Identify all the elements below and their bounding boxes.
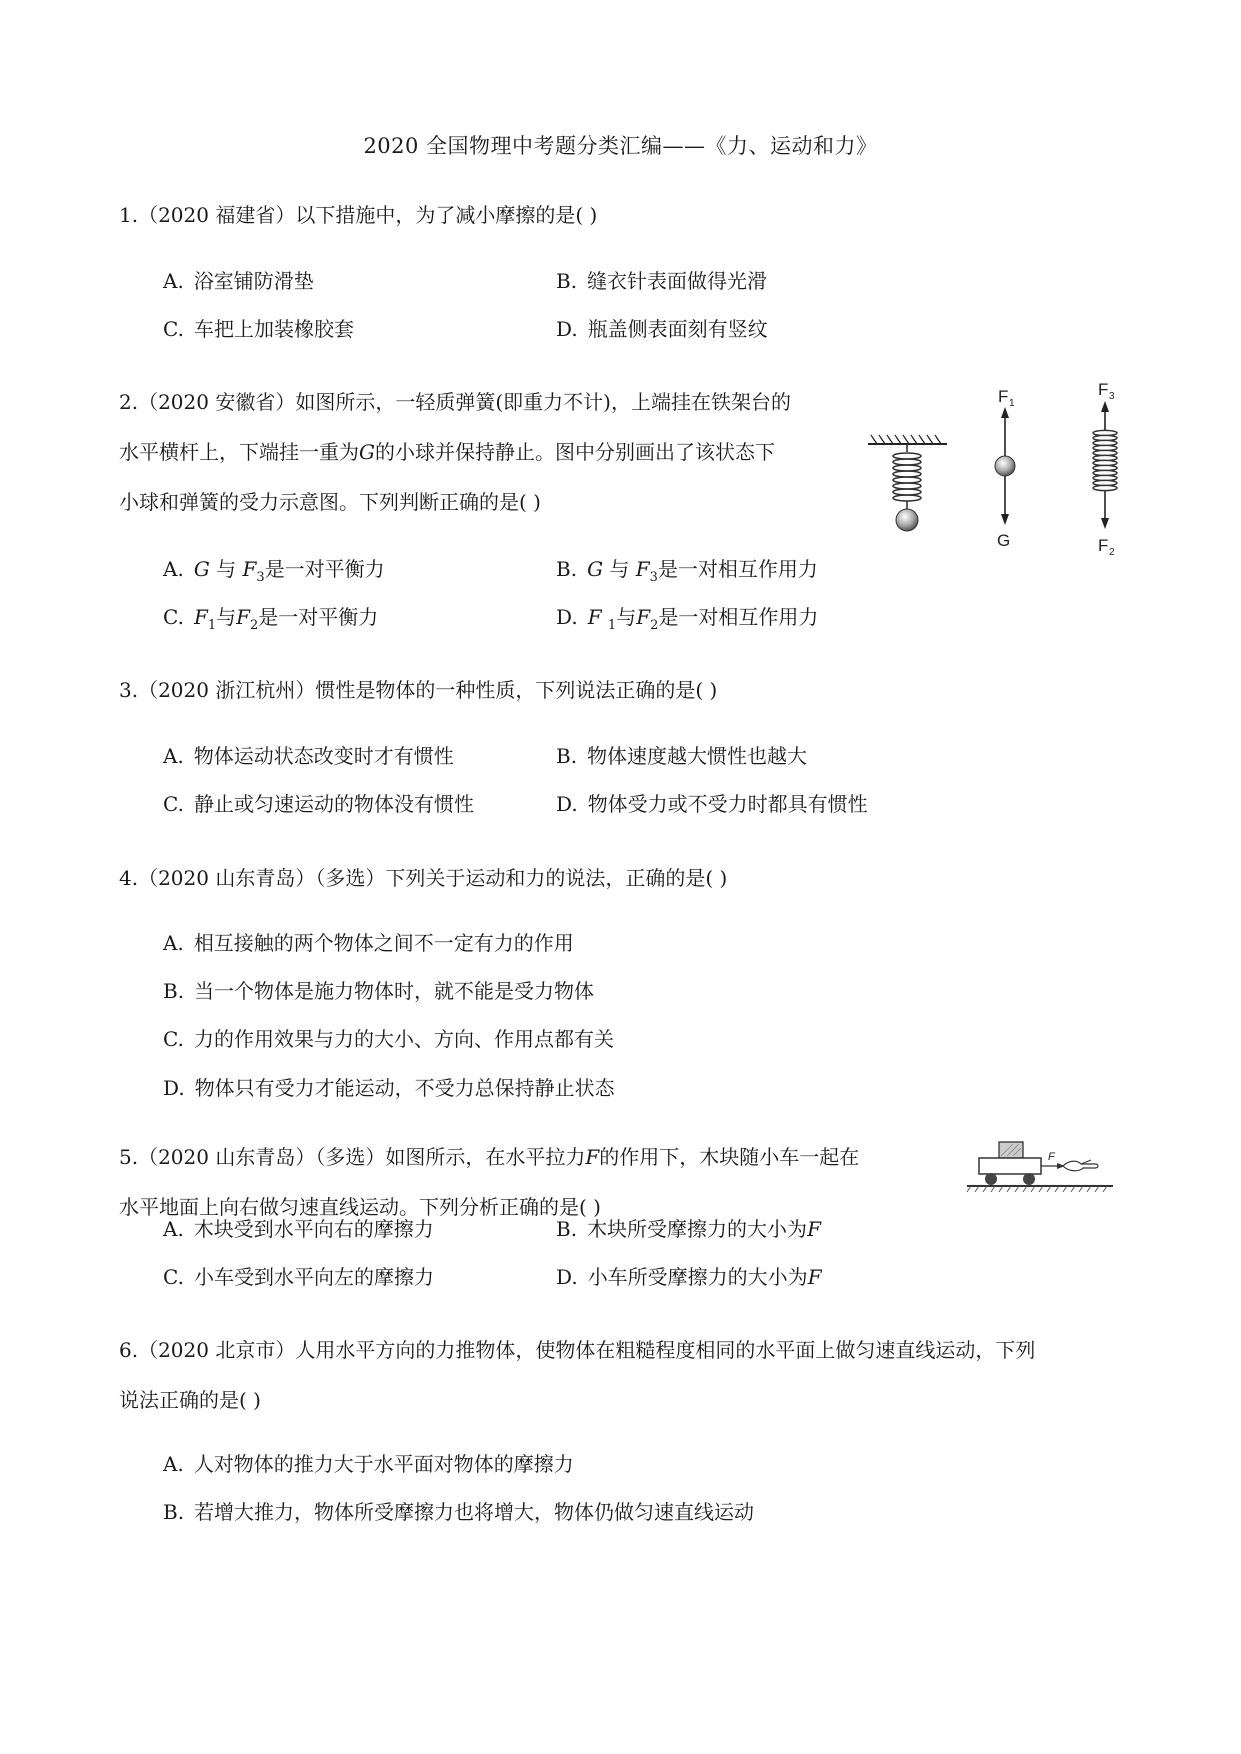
- stem-line: 2.（2020 安徽省）如图所示，一轻质弹簧(即重力不计)，上端挂在铁架台的: [119, 390, 791, 414]
- question-4-option-d: D. 物体只有受力才能运动，不受力总保持静止状态: [163, 1076, 615, 1100]
- question-1-option-a: [163, 268, 314, 294]
- question-5-option-a: A. 木块受到水平向右的摩擦力: [163, 1217, 434, 1241]
- question-4-option-a: A. 相互接触的两个物体之间不一定有力的作用: [163, 931, 574, 955]
- stem-line: 水平横杆上，下端挂一重为G的小球并保持静止。图中分别画出了该状态下: [119, 440, 775, 464]
- option-letter: B.: [556, 269, 578, 293]
- question-1-stem: 1.（2020 福建省）以下措施中，为了减小摩擦的是( ): [119, 203, 598, 227]
- label-force-f: F: [1048, 1151, 1055, 1163]
- stem-line: 6.（2020 北京市）人用水平方向的力推物体，使物体在粗糙程度相同的水平面上做匀速直线运动，下列: [119, 1338, 1036, 1362]
- question-4-option-b: B. 当一个物体是施力物体时，就不能是受力物体: [163, 979, 595, 1003]
- option-text: 浴室铺防滑垫: [193, 269, 314, 293]
- option-text: 车把上加装橡胶套: [193, 317, 354, 341]
- question-3-option-d: D. 物体受力或不受力时都具有惯性: [556, 792, 868, 816]
- question-6-option-a: A. 人对物体的推力大于水平面对物体的摩擦力: [163, 1452, 574, 1476]
- question-5-option-c: C. 小车受到水平向左的摩擦力: [163, 1265, 434, 1289]
- question-2-option-a: A. G 与 $F_3$是一对平衡力: [163, 557, 385, 585]
- question-5-option-d: D. 小车所受摩擦力的大小为F: [556, 1265, 822, 1289]
- question-6-option-b: B. 若增大推力，物体所受摩擦力也将增大，物体仍做匀速直线运动: [163, 1500, 755, 1524]
- question-5-option-b: B. 木块所受摩擦力的大小为F: [556, 1217, 821, 1241]
- label-f1: F: [998, 387, 1009, 406]
- cart-block-diagram: [965, 1138, 1115, 1198]
- stem-line: 说法正确的是( ): [119, 1388, 261, 1412]
- question-1-option-d: [556, 316, 768, 342]
- label-f2-sub: 2: [1109, 547, 1115, 558]
- question-2-option-b: B. G 与 $F_3$是一对相互作用力: [556, 557, 818, 585]
- stem-line: 5.（2020 山东青岛）（多选）如图所示，在水平拉力F的作用下，木块随小车一起在: [119, 1145, 860, 1169]
- label-f3-sub: 3: [1109, 391, 1115, 402]
- stem-line: 水平地面上向右做匀速直线运动。下列分析正确的是( ): [119, 1195, 601, 1219]
- option-letter: D.: [556, 317, 578, 341]
- label-f3: F: [1098, 380, 1109, 399]
- question-1-option-c: [163, 316, 354, 342]
- label-f2: F: [1098, 536, 1109, 555]
- question-3-option-a: A. 物体运动状态改变时才有惯性: [163, 744, 454, 768]
- question-2-option-d: D. F $_1$与$F_2$是一对相互作用力: [556, 605, 819, 633]
- stem-line: 小球和弹簧的受力示意图。下列判断正确的是( ): [119, 490, 541, 514]
- option-text: 瓶盖侧表面刻有竖纹: [587, 317, 768, 341]
- question-3-option-c: C. 静止或匀速运动的物体没有惯性: [163, 792, 474, 816]
- question-6-stem: [119, 1325, 1129, 1425]
- question-4-stem: 4.（2020 山东青岛）（多选）下列关于运动和力的说法，正确的是( ): [119, 866, 728, 890]
- question-4-option-c: C. 力的作用效果与力的大小、方向、作用点都有关: [163, 1027, 614, 1051]
- question-1-option-b: [556, 268, 767, 294]
- option-text: 缝衣针表面做得光滑: [587, 269, 768, 293]
- label-f1-sub: 1: [1009, 398, 1015, 409]
- question-3-stem: 3.（2020 浙江杭州）惯性是物体的一种性质，下列说法正确的是( ): [119, 678, 718, 702]
- spring-ball-force-diagram: [865, 375, 1165, 575]
- question-3-option-b: B. 物体速度越大惯性也越大: [556, 744, 808, 768]
- question-2-option-c: C. $F_1$与$F_2$是一对平衡力: [163, 605, 379, 633]
- option-letter: C.: [163, 317, 184, 341]
- page-title: 2020 全国物理中考题分类汇编——《力、运动和力》: [363, 134, 878, 158]
- question-2-stem: [119, 377, 859, 527]
- math-var: G: [359, 440, 375, 464]
- option-letter: A.: [163, 269, 184, 293]
- label-g: G: [997, 531, 1011, 550]
